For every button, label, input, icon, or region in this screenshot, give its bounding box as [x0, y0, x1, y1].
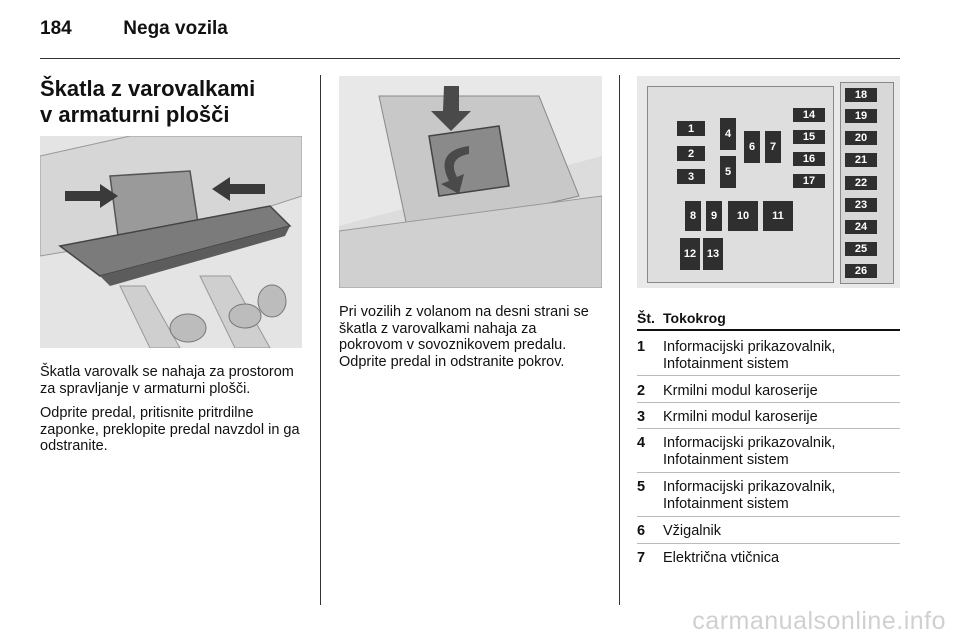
- page-number: 184: [40, 18, 72, 39]
- row-text: Električna vtičnica: [663, 550, 780, 566]
- fuse-15: 15: [793, 130, 825, 144]
- fuse-3: 3: [677, 169, 705, 184]
- row-divider: [637, 516, 900, 517]
- fuse-2: 2: [677, 146, 705, 161]
- fuse-14: 14: [793, 108, 825, 122]
- row-divider: [637, 428, 900, 429]
- fuse-4: 4: [720, 118, 736, 150]
- left-paragraph-1: Škatla varovalk se nahaja za prostorom za spravljanje v armaturni plošči.: [40, 364, 294, 397]
- fuse-20: 20: [845, 131, 877, 145]
- row-number: 3: [637, 409, 646, 425]
- fuse-24: 24: [845, 220, 877, 234]
- heading-line-2: v armaturni plošči: [40, 102, 230, 127]
- fuse-table-header: [637, 310, 900, 331]
- row-divider: [637, 402, 900, 403]
- watermark: carmanualsonline.info: [692, 607, 946, 635]
- fusebox-diagram: [637, 76, 900, 288]
- fuse-8: 8: [685, 201, 701, 231]
- fuse-10: 10: [728, 201, 758, 231]
- section-title: Nega vozila: [123, 18, 228, 39]
- left-paragraph-2: Odprite predal, pritisnite pritrdilne zaponke, preklopite predal navzdol in ga odstranite.: [40, 405, 300, 454]
- row-number: 5: [637, 479, 646, 495]
- left-text: [40, 364, 308, 455]
- page-header: [40, 18, 228, 40]
- fuse-23: 23: [845, 198, 877, 212]
- row-divider: [637, 543, 900, 544]
- row-number: 1: [637, 339, 646, 355]
- row-number: 2: [637, 383, 646, 399]
- left-column: [40, 76, 308, 128]
- row-text: Informacijski prikazovalnik, Infotainment sistem: [663, 479, 836, 512]
- fuse-1: 1: [677, 121, 705, 136]
- middle-paragraph-1: Pri vozilih z volanom na desni strani se škatla z varovalkami nahaja za pokrovom v sovoznikovem predalu. Odprite predal in odstranite pokrov.: [339, 304, 589, 370]
- fuse-16: 16: [793, 152, 825, 166]
- row-text: Informacijski prikazovalnik, Infotainment sistem: [663, 435, 836, 468]
- column-divider-1: [320, 75, 321, 605]
- fuse-5: 5: [720, 156, 736, 188]
- fuse-26: 26: [845, 264, 877, 278]
- fuse-13: 13: [703, 238, 723, 270]
- section-heading: [40, 76, 308, 128]
- cover-drawing: [339, 76, 602, 288]
- fuse-21: 21: [845, 153, 877, 167]
- fuse-12: 12: [680, 238, 700, 270]
- fuse-19: 19: [845, 109, 877, 123]
- header-rule: [40, 58, 900, 59]
- row-divider: [637, 472, 900, 473]
- column-divider-2: [619, 75, 620, 605]
- glovebox-illustration: [40, 136, 302, 348]
- fuse-7: 7: [765, 131, 781, 163]
- glovebox-drawing: [40, 136, 302, 348]
- fuse-18: 18: [845, 88, 877, 102]
- row-divider: [637, 375, 900, 376]
- row-number: 4: [637, 435, 646, 451]
- row-text: Informacijski prikazovalnik, Infotainment sistem: [663, 339, 836, 372]
- row-text: Krmilni modul karoserije: [663, 409, 818, 425]
- middle-text: [339, 304, 604, 370]
- heading-line-1: Škatla z varovalkami: [40, 76, 256, 101]
- fuse-9: 9: [706, 201, 722, 231]
- col-circuit-header: Tokokrog: [663, 310, 726, 326]
- cover-illustration: [339, 76, 602, 288]
- row-text: Vžigalnik: [663, 523, 722, 539]
- fuse-25: 25: [845, 242, 877, 256]
- row-number: 7: [637, 550, 646, 566]
- row-text: Krmilni modul karoserije: [663, 383, 818, 399]
- row-number: 6: [637, 523, 646, 539]
- col-number-header: Št.: [637, 310, 655, 326]
- fuse-17: 17: [793, 174, 825, 188]
- fuse-11: 11: [763, 201, 793, 231]
- fuse-6: 6: [744, 131, 760, 163]
- fuse-22: 22: [845, 176, 877, 190]
